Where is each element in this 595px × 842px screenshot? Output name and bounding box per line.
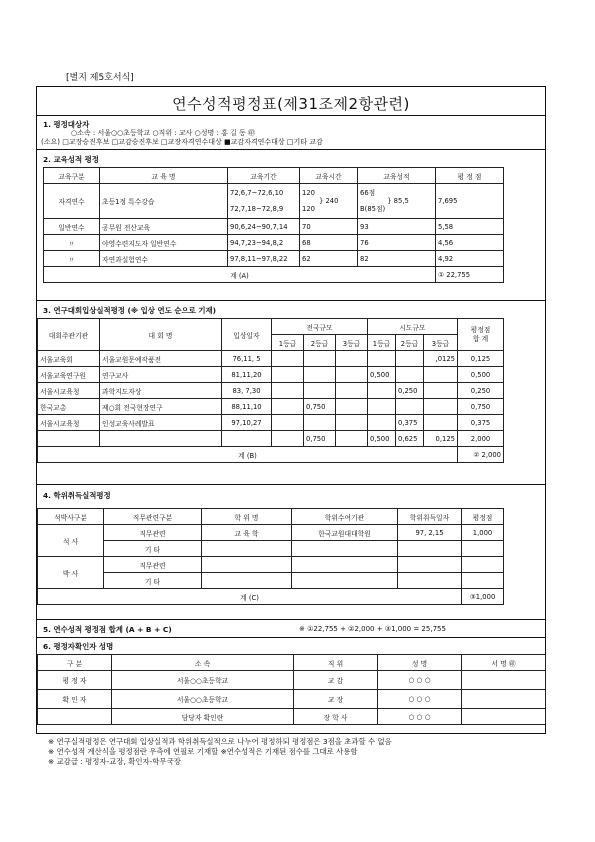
- edu-name: 초등1정 특수강습: [100, 184, 228, 219]
- edu-hours: 62: [300, 251, 358, 267]
- total-row: [44, 267, 504, 283]
- table-row: [44, 251, 504, 267]
- award-table: [37, 318, 504, 463]
- footnote: ※ 연구실적평정은 연구대회 입상실적과 학위취득실적으로 나누어 평정하되 평정점은 3점을 초과할 수 없음: [48, 737, 392, 746]
- total-value: ② 2,000: [458, 447, 504, 463]
- award-score: 0,250: [458, 383, 504, 399]
- table-row: [38, 690, 546, 709]
- grade-cell: 0,750: [304, 399, 336, 415]
- edu-name: 야영수련지도자 일반연수: [100, 235, 228, 251]
- edu-hours: 70: [300, 219, 358, 235]
- empty-cell: [462, 557, 504, 573]
- award-name: 인성교육사례발표: [100, 415, 222, 431]
- hours-line: 120: [302, 189, 315, 197]
- form-title: 연수성적평정표(제31조제2항관련): [172, 95, 410, 113]
- empty-cell: [202, 541, 292, 557]
- total-value: ① 22,755: [436, 267, 504, 283]
- header-cell: 구 분: [38, 655, 112, 671]
- table-row: [38, 525, 504, 541]
- grade-cell: [336, 351, 368, 367]
- grade-cell: [396, 367, 424, 383]
- edu-hours: [300, 184, 358, 219]
- signature-table: [37, 654, 546, 725]
- grade-cell: [336, 415, 368, 431]
- degree-table: [37, 508, 504, 605]
- grade-header: 2등급: [304, 335, 336, 351]
- table-row: [38, 415, 504, 431]
- grade-cell: [272, 399, 304, 415]
- edu-div: 일반연수: [44, 219, 100, 235]
- award-date: 97,10,27: [222, 415, 272, 431]
- grade-cell: [336, 399, 368, 415]
- purpose-checkboxes: (소요) □교장승진후보 □교감승진후보 □교장자격연수대상 ■교감자격연수대상 □기타 교감: [41, 138, 323, 146]
- header-cell: 서 명 ㊞: [462, 655, 546, 671]
- header-cell: 교육성적: [358, 168, 436, 184]
- degree-name: 교 육 학: [202, 525, 292, 541]
- grade-cell: [368, 383, 396, 399]
- total-value: ③1,000: [462, 589, 504, 605]
- divider: [37, 115, 545, 116]
- signer-position: 교 장: [294, 690, 378, 709]
- relation-cell: 기 타: [104, 541, 202, 557]
- degree-type: 석 사: [38, 525, 104, 557]
- edu-period: [228, 184, 300, 219]
- signature-cell[interactable]: [462, 671, 546, 690]
- award-org: 서울교육연구원: [38, 367, 100, 383]
- subject-info: ○소속 : 서울○○초등학교 ○직위 : 교사 ○성명 : 홍 길 동 ㊞: [71, 129, 256, 137]
- grade-cell: [424, 383, 458, 399]
- degree-date: 97, 2,15: [398, 525, 462, 541]
- header-cell: 성 명: [378, 655, 462, 671]
- section-6-heading: 6. 평정자확인자 성명: [43, 642, 114, 651]
- signer-name: ○ ○ ○: [378, 709, 462, 725]
- header-cell: 입상일자: [222, 319, 272, 351]
- grade-cell: [304, 383, 336, 399]
- degree-institution: 한국교원대대학원: [292, 525, 398, 541]
- signer-org: 담당자 확인란: [112, 709, 294, 725]
- empty-cell: [292, 557, 398, 573]
- award-name: 과학지도자상: [100, 383, 222, 399]
- divider: [37, 637, 545, 638]
- education-table: [43, 167, 504, 283]
- signature-cell[interactable]: [462, 709, 546, 725]
- grade-sum: [336, 431, 368, 447]
- award-name: 서울교원문예작품전: [100, 351, 222, 367]
- grade-sum: 0,625: [396, 431, 424, 447]
- grade-cell: [368, 399, 396, 415]
- edu-period: 90,6,24~90,7,14: [228, 219, 300, 235]
- edu-score: 4,92: [436, 251, 504, 267]
- table-row: [38, 383, 504, 399]
- header-cell: 직 위: [294, 655, 378, 671]
- header-cell: 대회주관기관: [38, 319, 100, 351]
- total-label: 계 (B): [38, 447, 458, 463]
- signer-role: 평 정 자: [38, 671, 112, 690]
- table-row: [38, 557, 504, 573]
- edu-hours: 68: [300, 235, 358, 251]
- grade-cell: [396, 351, 424, 367]
- award-date: 83, 7,30: [222, 383, 272, 399]
- award-date: 81,11,20: [222, 367, 272, 383]
- section-5-heading: 5. 연수성적 평정점 합계 (A + B + C): [43, 625, 172, 634]
- score-header-line: 평정점: [470, 325, 491, 334]
- grade-sum: 0,500: [368, 431, 396, 447]
- divider: [37, 149, 545, 150]
- edu-score: 5,58: [436, 219, 504, 235]
- period-line: 72,7,18~72,8,9: [230, 205, 284, 213]
- grade-cell: [336, 367, 368, 383]
- empty-cell: [292, 541, 398, 557]
- header-cell: 평 정 점: [436, 168, 504, 184]
- grade-cell: [368, 351, 396, 367]
- edu-score: 7,695: [436, 184, 504, 219]
- table-row: [38, 541, 504, 557]
- edu-div: 자격연수: [44, 184, 100, 219]
- grade-header: 1등급: [368, 335, 396, 351]
- grade-cell: [304, 415, 336, 431]
- empty-cell: [462, 541, 504, 557]
- grade-cell: [272, 415, 304, 431]
- edu-period: 94,7,23~94,8,2: [228, 235, 300, 251]
- grade-cell: [272, 383, 304, 399]
- empty-cell: [100, 431, 222, 447]
- degree-score: 1,000: [462, 525, 504, 541]
- grade-cell: [304, 351, 336, 367]
- section-2-heading: 2. 교육성적 평정: [43, 155, 99, 164]
- award-date: 76,11, 5: [222, 351, 272, 367]
- divider: [37, 619, 545, 620]
- footnote: ※ 연수성적 계산식을 평정점란 우측에 연필로 기재할 ※연수성적은 기재된 점수를 그대로 사용함: [48, 747, 358, 756]
- edu-grade: 82: [358, 251, 436, 267]
- header-cell: 시도규모: [368, 319, 458, 335]
- signer-role: [38, 709, 112, 725]
- score-header-line: 합 계: [472, 334, 489, 343]
- total-label: 계 (A): [44, 267, 436, 283]
- table-row: [38, 709, 546, 725]
- header-cell: 학위수여기관: [292, 509, 398, 525]
- grade-sum: 0,125: [424, 431, 458, 447]
- award-score: 0,500: [458, 367, 504, 383]
- hours-line: 120: [302, 205, 315, 213]
- evaluation-form: [36, 86, 546, 734]
- header-cell: 학 위 명: [202, 509, 292, 525]
- empty-cell: [462, 573, 504, 589]
- award-org: 서울교육회: [38, 351, 100, 367]
- award-score: 0,125: [458, 351, 504, 367]
- grade-cell: 0,500: [368, 367, 396, 383]
- section-1-heading: 1. 평정대상자: [43, 120, 90, 129]
- table-row: [44, 235, 504, 251]
- signer-name: ○ ○ ○: [378, 690, 462, 709]
- grade-cell: [272, 367, 304, 383]
- edu-name: 공무원 전산교육: [100, 219, 228, 235]
- hours-total: } 240: [318, 197, 339, 205]
- empty-cell: [398, 557, 462, 573]
- grade-cell: 0,375: [396, 415, 424, 431]
- header-cell: 직무관련구분: [104, 509, 202, 525]
- header-cell: 소 속: [112, 655, 294, 671]
- edu-grade: [358, 184, 436, 219]
- header-cell: 대 회 명: [100, 319, 222, 351]
- table-row: [44, 219, 504, 235]
- table-row: [38, 367, 504, 383]
- header-cell: 학위취득일자: [398, 509, 462, 525]
- grade-cell: 0,250: [396, 383, 424, 399]
- score-sum: 2,000: [458, 431, 504, 447]
- empty-cell: [398, 541, 462, 557]
- empty-cell: [222, 431, 272, 447]
- header-cell: 교 육 명: [100, 168, 228, 184]
- total-row: [38, 447, 504, 463]
- table-row: [38, 399, 504, 415]
- award-org: 한국교총: [38, 399, 100, 415]
- header-cell: 전국규모: [272, 319, 368, 335]
- grade-header: 2등급: [396, 335, 424, 351]
- footnotes: [48, 737, 392, 767]
- grade-cell: [304, 367, 336, 383]
- period-line: 72,6,7~72,6,10: [230, 189, 284, 197]
- grade-cell: [368, 415, 396, 431]
- award-score: 0,750: [458, 399, 504, 415]
- edu-grade: 76: [358, 235, 436, 251]
- form-number: [별지 제5호서식]: [66, 73, 134, 83]
- divider: [37, 484, 545, 485]
- relation-cell: 기 타: [104, 573, 202, 589]
- award-date: 88,11,10: [222, 399, 272, 415]
- footnote: ※ 교감급 : 평정자-교장, 확인자-학무국장: [48, 757, 181, 766]
- header-cell: 석박사구분: [38, 509, 104, 525]
- edu-period: 97,8,11~97,8,22: [228, 251, 300, 267]
- grade-cell: ,0125: [424, 351, 458, 367]
- grade-cell: [424, 367, 458, 383]
- grade-sum: 0,750: [304, 431, 336, 447]
- degree-type: 박 사: [38, 557, 104, 589]
- grade-sum: [272, 431, 304, 447]
- signer-org: 서울○○초등학교: [112, 690, 294, 709]
- signer-position: 장 학 사: [294, 709, 378, 725]
- edu-name: 자연과실험연수: [100, 251, 228, 267]
- edu-score: 4,56: [436, 235, 504, 251]
- empty-cell: [292, 573, 398, 589]
- grade-line: B(85점): [360, 205, 386, 213]
- relation-cell: 직무관련: [104, 557, 202, 573]
- sum-row: [38, 431, 504, 447]
- total-formula: ※ ①22,755 + ②2,000 + ③1,000 = 25,755: [299, 625, 446, 633]
- grade-header: 3등급: [336, 335, 368, 351]
- empty-cell: [202, 573, 292, 589]
- header-cell: 평정점: [462, 509, 504, 525]
- award-name: 연구교사: [100, 367, 222, 383]
- empty-cell: [398, 573, 462, 589]
- total-label: 계 (C): [38, 589, 462, 605]
- edu-grade: 93: [358, 219, 436, 235]
- empty-cell: [38, 431, 100, 447]
- header-cell: 교육기간: [228, 168, 300, 184]
- table-row: [38, 671, 546, 690]
- table-row: [38, 573, 504, 589]
- award-score: 0,375: [458, 415, 504, 431]
- header-cell: [458, 319, 504, 351]
- award-name: 제○회 전국현장연구: [100, 399, 222, 415]
- grade-cell: [272, 351, 304, 367]
- edu-div: 〃: [44, 235, 100, 251]
- edu-div: 〃: [44, 251, 100, 267]
- header-cell: 교육시간: [300, 168, 358, 184]
- award-org: 서울시교육청: [38, 383, 100, 399]
- header-cell: 교육구분: [44, 168, 100, 184]
- grade-total: } 85,5: [387, 197, 409, 205]
- section-3-heading: 3. 연구대회입상실적평정 (※ 입상 연도 순으로 기재): [43, 306, 216, 315]
- relation-cell: 직무관련: [104, 525, 202, 541]
- grade-cell: [336, 383, 368, 399]
- grade-cell: [424, 415, 458, 431]
- award-org: 서울시교육청: [38, 415, 100, 431]
- signer-role: 확 인 자: [38, 690, 112, 709]
- table-row: [44, 184, 504, 219]
- total-row: [38, 589, 504, 605]
- divider: [37, 300, 545, 301]
- grade-cell: [424, 399, 458, 415]
- grade-cell: [396, 399, 424, 415]
- grade-header: 1등급: [272, 335, 304, 351]
- signer-name: ○ ○ ○: [378, 671, 462, 690]
- signer-org: 서울○○초등학교: [112, 671, 294, 690]
- grade-header: 3등급: [424, 335, 458, 351]
- grade-line: 66점: [360, 189, 376, 197]
- empty-cell: [202, 557, 292, 573]
- table-row: [38, 351, 504, 367]
- signer-position: 교 감: [294, 671, 378, 690]
- signature-cell[interactable]: [462, 690, 546, 709]
- section-4-heading: 4. 학위취득실적평정: [43, 491, 111, 500]
